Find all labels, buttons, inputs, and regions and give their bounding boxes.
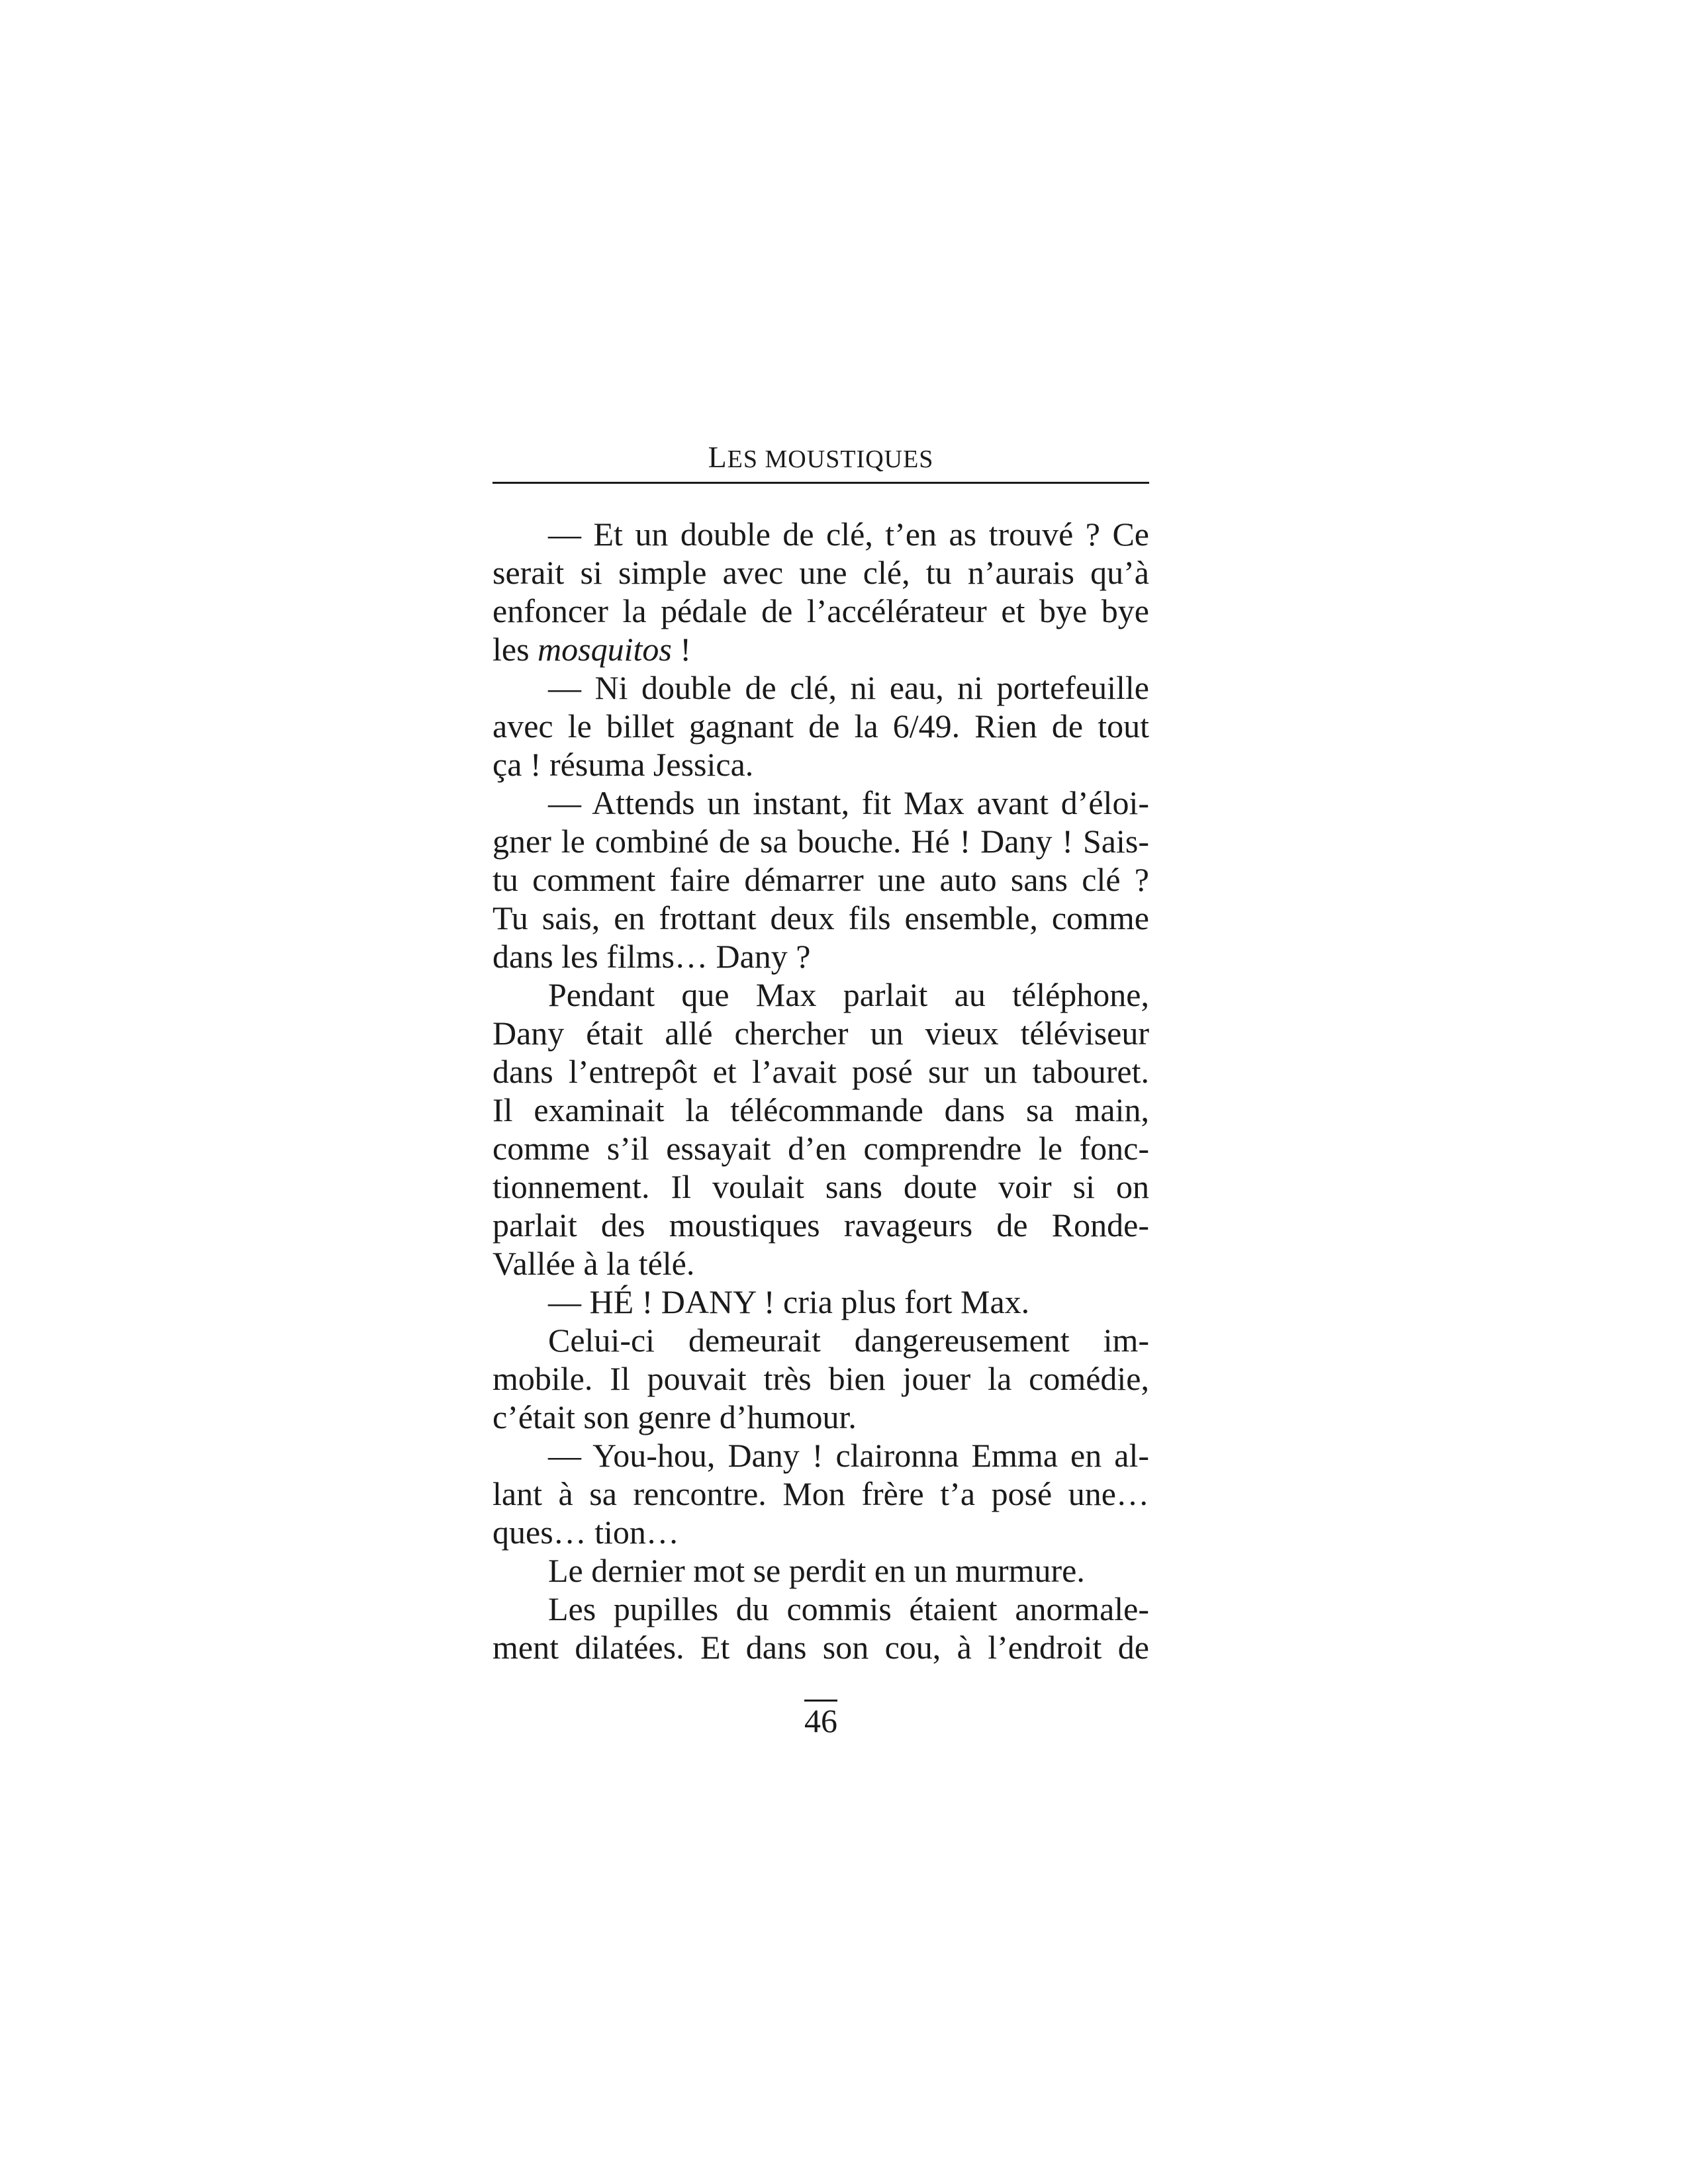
text-line: mobile. Il pouvait très bien jouer la comédie, (492, 1360, 1149, 1397)
text-line: parlait des moustiques ravageurs de Ronde- (492, 1206, 1149, 1244)
text-line: Vallée à la télé. (492, 1245, 695, 1282)
text-line: ça ! résuma Jessica. (492, 746, 754, 783)
text-line: enfoncer la pédale de l’accélérateur et bye bye (492, 592, 1149, 629)
page-number: 46 (804, 1702, 837, 1739)
italic-word: mosquitos (538, 631, 672, 668)
text-line: Tu sais, en frottant deux fils ensemble, comme (492, 899, 1149, 936)
text-line: dans les films… Dany ? (492, 938, 811, 975)
running-head-rest: ES MOUSTIQUES (727, 445, 934, 473)
text-line: comme s’il essayait d’en comprendre le fonc- (492, 1130, 1149, 1167)
text-line-before: les (492, 631, 538, 668)
text-line: Il examinait la télécommande dans sa main, (492, 1091, 1149, 1128)
text-line: c’était son genre d’humour. (492, 1398, 857, 1435)
text-line: gner le combiné de sa bouche. Hé ! Dany ! Sais- (492, 823, 1149, 860)
text-line: Pendant que Max parlait au téléphone, (548, 976, 1149, 1013)
text-line: Dany était allé chercher un vieux téléviseur (492, 1015, 1149, 1052)
header-rule (492, 482, 1149, 484)
text-line: — You-hou, Dany ! claironna Emma en al- (548, 1437, 1149, 1474)
text-line (492, 630, 1149, 668)
running-head (492, 442, 1149, 475)
text-line: tionnement. Il voulait sans doute voir si on (492, 1168, 1149, 1205)
text-line: — HÉ ! DANY ! cria plus fort Max. (548, 1283, 1030, 1320)
text-line: — Ni double de clé, ni eau, ni portefeuille (548, 669, 1149, 706)
text-line: Le dernier mot se perdit en un murmure. (548, 1552, 1085, 1589)
text-line: lant à sa rencontre. Mon frère t’a posé une… (492, 1475, 1149, 1512)
text-line: serait si simple avec une clé, tu n’aurais qu’à (492, 554, 1149, 591)
text-line-after: ! (671, 631, 692, 668)
text-line: Celui-ci demeurait dangereusement im- (548, 1322, 1149, 1359)
text-line: ment dilatées. Et dans son cou, à l’endroit de (492, 1629, 1149, 1666)
text-line: ques… tion… (492, 1514, 679, 1551)
text-line: — Attends un instant, fit Max avant d’éloi- (548, 784, 1149, 821)
text-line: dans l’entrepôt et l’avait posé sur un tabouret. (492, 1053, 1149, 1090)
text-line: tu comment faire démarrer une auto sans clé ? (492, 861, 1149, 898)
text-line: avec le billet gagnant de la 6/49. Rien de tout (492, 707, 1149, 745)
body-text (492, 515, 1149, 1666)
running-head-initial: L (708, 440, 727, 474)
text-line: — Et un double de clé, t’en as trouvé ? Ce (548, 516, 1149, 553)
text-line: Les pupilles du commis étaient anormale- (548, 1590, 1149, 1627)
